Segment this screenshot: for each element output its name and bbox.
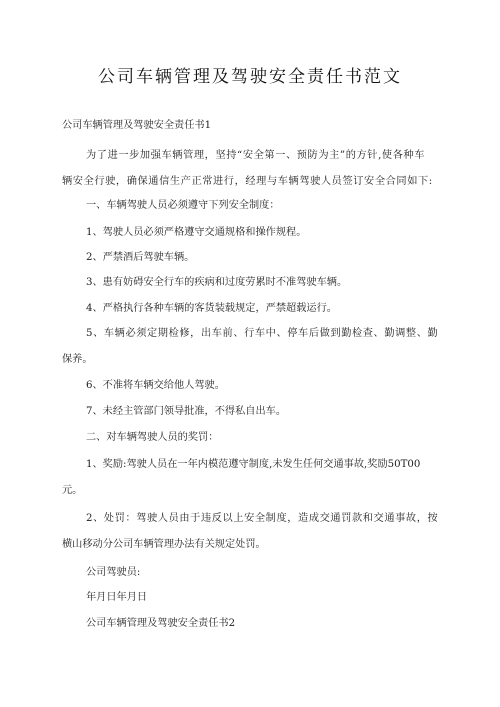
intro-paragraph-line-1: 为了进一步加强车辆管理，坚持“安全第一、预防为主”的方针,使各种车	[86, 150, 426, 161]
date-line: 年月日年月日	[86, 592, 148, 603]
rule-6: 6、不准将车辆交给他人驾驶。	[86, 380, 225, 391]
part-2-heading: 二、对车辆驾驶人员的奖罚：	[86, 432, 219, 443]
reward-clause-line-1: 1、奖励:驾驶人员在一年内模范遵守制度,未发生任何交通事故,奖励50T00	[86, 459, 421, 470]
rule-2: 2、严禁酒后驾驶车辆。	[86, 252, 195, 263]
rule-1: 1、驾驶人员必须严格遵守交通规格和操作规程。	[86, 227, 307, 238]
section-1-heading: 公司车辆管理及驾驶安全责任书1	[62, 120, 212, 131]
signature-label: 公司驾驶员:	[86, 567, 141, 578]
reward-clause-line-2: 元。	[62, 485, 83, 496]
section-2-heading: 公司车辆管理及驾驶安全责任书2	[86, 618, 236, 629]
rule-5-line-1: 5、车辆必须定期检修，出车前、行车中、停车后做到勤检查、勤调整、勤	[86, 328, 439, 339]
part-1-heading: 一、车辆驾驶人员必须遵守下列安全制度：	[86, 200, 280, 211]
rule-5-line-2: 保养。	[62, 354, 93, 365]
rule-4: 4、严格执行各种车辆的客货装载规定，严禁超载运行。	[86, 303, 337, 314]
penalty-clause-line-1: 2、处罚：驾驶人员由于违反以上安全制度，造成交通罚款和交通事故，按	[86, 513, 439, 524]
document-title: 公司车辆管理及驾驶安全责任书范文	[98, 67, 402, 87]
intro-paragraph-line-2: 辆安全行驶，确保通信生产正常进行，经理与车辆驾驶人员签订安全合同如下:	[62, 176, 433, 187]
penalty-clause-line-2: 横山移动分公司车辆管理办法有关规定处罚。	[62, 539, 266, 550]
rule-7: 7、未经主管部门领导批准，不得私自出车。	[86, 406, 287, 417]
rule-3: 3、患有妨碍安全行车的疾病和过度劳累时不准驾驶车辆。	[86, 277, 348, 288]
